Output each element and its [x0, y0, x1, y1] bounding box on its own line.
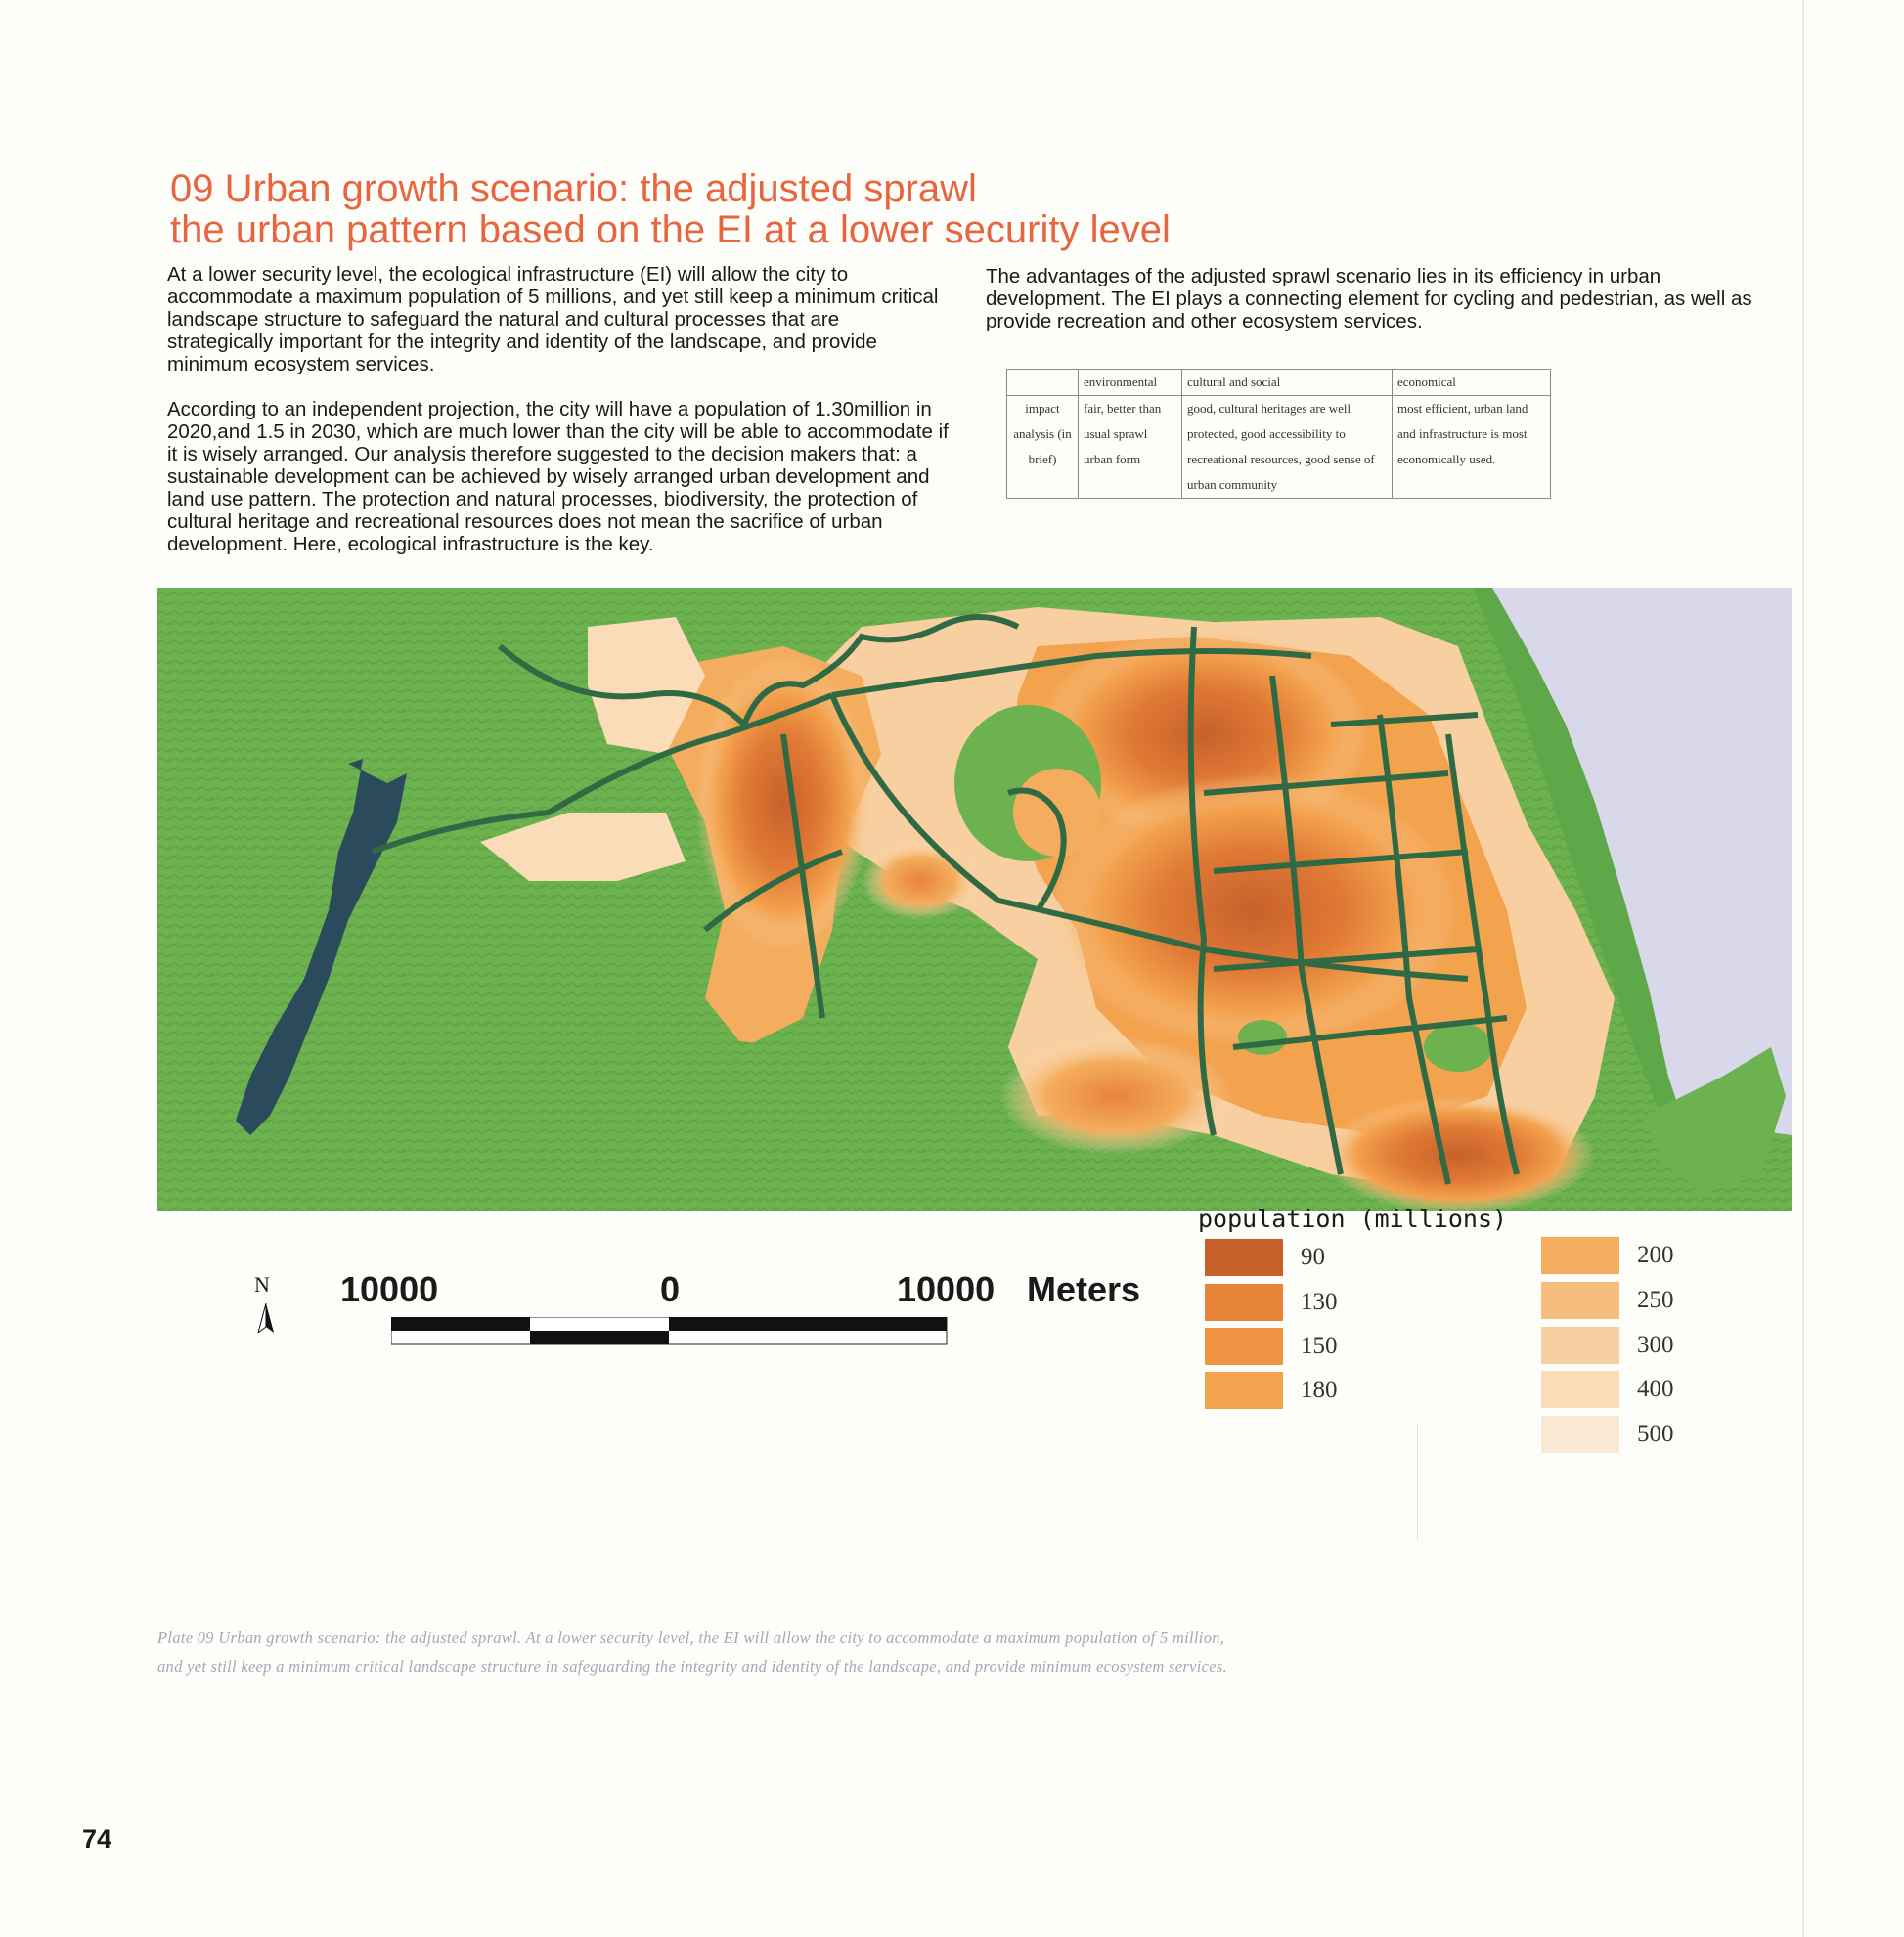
table-row: [1007, 396, 1551, 499]
legend-label: 250: [1637, 1287, 1674, 1313]
legend-label: 180: [1301, 1377, 1338, 1403]
table-header-economical: economical: [1393, 370, 1551, 396]
legend-swatch: [1205, 1284, 1283, 1321]
scale-mid-label: 0: [660, 1269, 681, 1309]
page-number: 74: [82, 1825, 112, 1854]
legend-label: 500: [1637, 1421, 1674, 1447]
table-header-row: [1007, 370, 1551, 396]
scale-bar-graphic: [391, 1317, 949, 1346]
green-island-south: [1238, 1020, 1287, 1055]
table-row-label: impact analysis (in brief): [1007, 396, 1079, 499]
legend-title: population (millions): [1198, 1205, 1508, 1233]
impact-analysis-table: [1006, 369, 1551, 499]
north-label: N: [254, 1272, 270, 1297]
legend-divider: [1417, 1423, 1418, 1540]
page-edge: [1802, 0, 1804, 1937]
scale-bar: [244, 1256, 1183, 1364]
legend-swatch: [1541, 1371, 1619, 1408]
table-header-empty: [1007, 370, 1079, 396]
plate-caption: Plate 09 Urban growth scenario: the adjusted sprawl. At a lower security level, the EI will allow the city to accommodate a maximum population of 5 million, and yet still keep a minimum critical landscape structure in safeguarding the integrity and identity of the landscape, and provide minimum ecosystem services.: [157, 1628, 1228, 1676]
legend-label: 90: [1301, 1244, 1325, 1270]
legend-label: 130: [1301, 1289, 1338, 1315]
scale-right-label: 10000: [897, 1269, 996, 1309]
table-cell-cultural-social: good, cultural heritages are well protected, good accessibility to recreational resources, good sense of urban community: [1182, 396, 1393, 499]
table-cell-economical: most efficient, urban land and infrastructure is most economically used.: [1393, 396, 1551, 499]
table-cell-environmental: fair, better than usual sprawl urban form: [1079, 396, 1182, 499]
urban-patch-midwest: [862, 842, 979, 920]
urban-patch-south: [998, 1037, 1233, 1155]
legend-swatch: [1541, 1282, 1619, 1319]
scale-left-label: 10000: [340, 1269, 439, 1309]
intro-paragraph-1: At a lower security level, the ecological infrastructure (EI) will allow the city to accommodate a maximum population of 5 millions, and yet still keep a minimum critical landscape structure to safeguard the natural and cultural processes that are strategically important for the integrity and identity of the landscape, and provide minimum ecosystem services.: [167, 263, 939, 375]
legend-swatch: [1205, 1328, 1283, 1365]
title-line-1: 09 Urban growth scenario: the adjusted sprawl: [170, 167, 977, 210]
legend-swatch: [1541, 1327, 1619, 1364]
legend-label: 400: [1637, 1376, 1674, 1402]
advantages-paragraph: The advantages of the adjusted sprawl scenario lies in its efficiency in urban development. The EI plays a connecting element for cycling and pedestrian, as well as provide recreation and other ecosystem services.: [986, 265, 1752, 332]
north-arrow-icon: [256, 1303, 276, 1333]
page-title: [170, 168, 1171, 250]
legend-swatch: [1205, 1372, 1283, 1409]
legend-label: 200: [1637, 1242, 1674, 1268]
scale-unit-label: Meters: [1027, 1269, 1141, 1309]
legend-label: 300: [1637, 1332, 1674, 1358]
legend-swatch: [1205, 1239, 1283, 1276]
intro-paragraph-2: According to an independent projection, the city will have a population of 1.30million in 2020,and 1.5 in 2030, which are much lower than the city will be able to accommodate if it is wisely arranged. Our analysis therefore suggested to the decision makers that: a sustainable development can be achieved by wisely arranged urban development and land use pattern. The protection and natural processes, biodiversity, the protection of cultural heritage and recreational resources does not mean the sacrifice of urban development. Here, ecological infrastructure is the key.: [167, 398, 949, 555]
legend-label: 150: [1301, 1333, 1338, 1359]
title-line-2: the urban pattern based on the EI at a lower security level: [170, 208, 1171, 251]
urban-growth-map: [157, 588, 1792, 1211]
table-header-cultural-social: cultural and social: [1182, 370, 1393, 396]
density-peak-south: [1321, 1096, 1595, 1211]
density-peak-west: [695, 656, 871, 949]
legend-swatch: [1541, 1237, 1619, 1274]
green-island-east: [1424, 1023, 1492, 1072]
table-header-environmental: environmental: [1079, 370, 1182, 396]
legend-swatch: [1541, 1416, 1619, 1453]
density-peak-central: [1047, 773, 1458, 1047]
